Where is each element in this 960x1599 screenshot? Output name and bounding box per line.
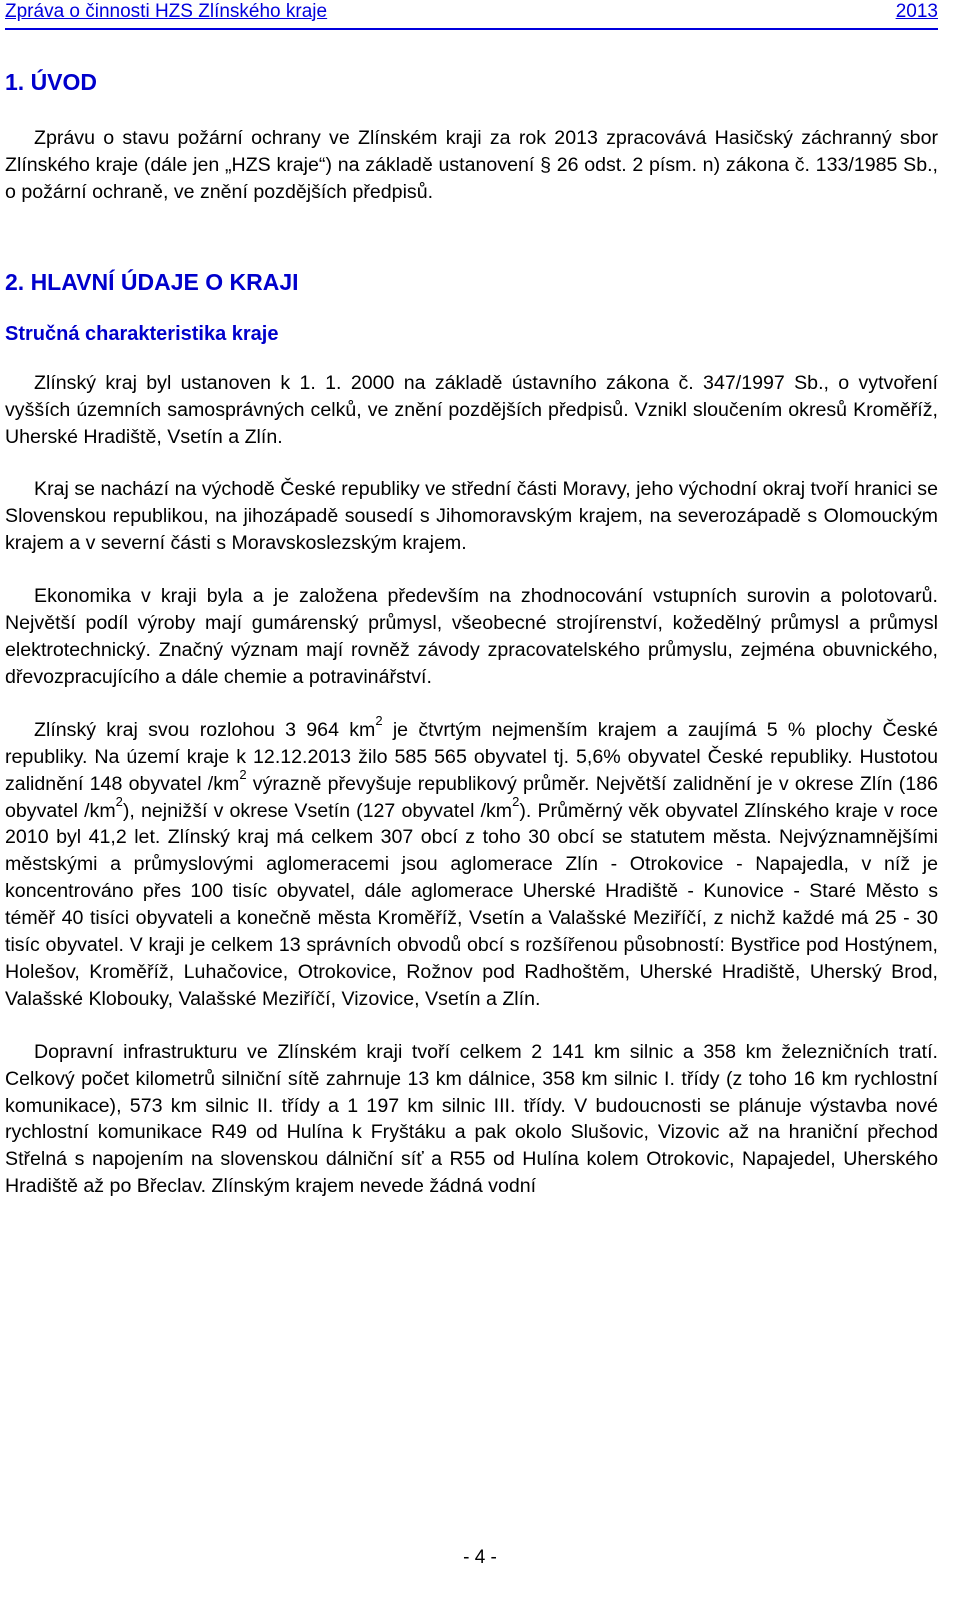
superscript: 2 <box>239 767 247 783</box>
superscript: 2 <box>512 793 520 809</box>
subheading-charakteristika: Stručná charakteristika kraje <box>5 322 279 345</box>
superscript: 2 <box>375 713 383 729</box>
section-heading-uvod: 1. ÚVOD <box>5 69 98 95</box>
text-fragment: ), nejnižší v okrese Vsetín (127 obyvatel /km <box>122 799 513 822</box>
header-title: Zpráva o činnosti HZS Zlínského kraje <box>5 1 328 22</box>
header-year: 2013 <box>895 1 938 22</box>
superscript: 2 <box>115 793 123 809</box>
paragraph-poloha: Kraj se nachází na východě České republiky ve střední části Moravy, jeho východní okraj tvoří hranici se Slovenskou republikou, na jihozápadě sousedí s Jihomoravským krajem, na severozápadě s Olomouckým krajem a v severní části s Moravskoslezským krajem. <box>5 478 938 555</box>
section-heading-hlavni-udaje: 2. HLAVNÍ ÚDAJE O KRAJI <box>5 268 299 295</box>
running-header <box>5 0 938 30</box>
paragraph-ustanoveni: Zlínský kraj byl ustanoven k 1. 1. 2000 na základě ústavního zákona č. 347/1997 Sb., o vytvoření vyšších územních samosprávných celků, ve znění pozdějších předpisů. Vznikl sloučením okresů Kroměříž, Uherské Hradiště, Vsetín a Zlín. <box>5 371 938 448</box>
text-fragment: ). Průměrný věk obyvatel Zlínského kraje v roce 2010 byl 41,2 let. Zlínský kraj má celkem 307 obcí z toho 30 obcí se statutem města. Nejvýznamnějšími městskými a průmyslovými aglomeracemi jsou aglomerace Zlín - Otrokovice - Napajedla, v níž je koncentrováno přes 100 tisíc obyvatel, dále aglomerace Uherské Hradiště - Kunovice - Staré Město s téměř 40 tisíci obyvateli a konečně města Kroměříž, Vsetín a Valašské Meziříčí, z nichž každé má 25 - 30 tisíc obyvatel. V kraji je celkem 13 správních obvodů obcí s rozšířenou působností: Bystřice pod Hostýnem, Holešov, Kroměříž, Luhačovice, Otrokovice, Rožnov pod Radhoštěm, Uherské Hradiště, Uherský Brod, Valašské Klobouky, Valašské Meziříčí, Vizovice, Vsetín a Zlín. <box>5 799 938 1010</box>
paragraph-doprava: Dopravní infrastrukturu ve Zlínském kraji tvoří celkem 2 141 km silnic a 358 km železničních tratí. Celkový počet kilometrů silniční sítě zahrnuje 13 km dálnice, 358 km silnic I. třídy (z toho 16 km rychlostní komunikace), 573 km silnic II. třídy a 1 197 km silnic III. třídy. V budoucnosti se plánuje výstavba nové rychlostní komunikace R49 od Hulína k Fryštáku a pak okolo Slušovic, Vizovic až na hraniční přechod Střelná s napojením na slovenskou dálniční síť a R55 od Hulína kolem Otrokovic, Napajedel, Uherského Hradiště až po Břeclav. Zlínským krajem nevede žádná vodní <box>5 1040 938 1198</box>
paragraph-obyvatelstvo <box>5 713 938 1013</box>
document-body <box>5 66 938 1200</box>
paragraph-uvod: Zprávu o stavu požární ochrany ve Zlínském kraji za rok 2013 zpracovává Hasičský záchranný sbor Zlínského kraje (dále jen „HZS kraje“) na základě ustanovení § 26 odst. 2 písm. n) zákona č. 133/1985 Sb., o požární ochraně, ve znění pozdějších předpisů. <box>5 127 938 203</box>
page-number: - 4 - <box>463 1547 497 1568</box>
text-fragment: výrazně převyšuje republikový průměr. Největší zalidnění je v okrese Zlín (186 obyvatel /km <box>5 772 938 822</box>
text-fragment: je čtvrtým nejmenším krajem a zaujímá 5 % plochy České republiky. Na území kraje k 12.12.2013 žilo 585 565 obyvatel tj. 5,6% obyvatel České republiky. Hustotou zalidnění 148 obyvatel /km <box>5 718 938 795</box>
paragraph-ekonomika: Ekonomika v kraji byla a je založena především na zhodnocování vstupních surovin a polotovarů. Největší podíl výroby mají gumárenský průmysl, všeobecné strojírenství, kožedělný průmysl a průmysl elektrotechnický. Značný význam mají rovněž závody zpracovatelského průmyslu, zejména obuvnického, dřevozpracujícího a dále chemie a potravinářství. <box>5 585 938 688</box>
text-fragment: Zlínský kraj svou rozlohou 3 964 km <box>34 718 376 741</box>
